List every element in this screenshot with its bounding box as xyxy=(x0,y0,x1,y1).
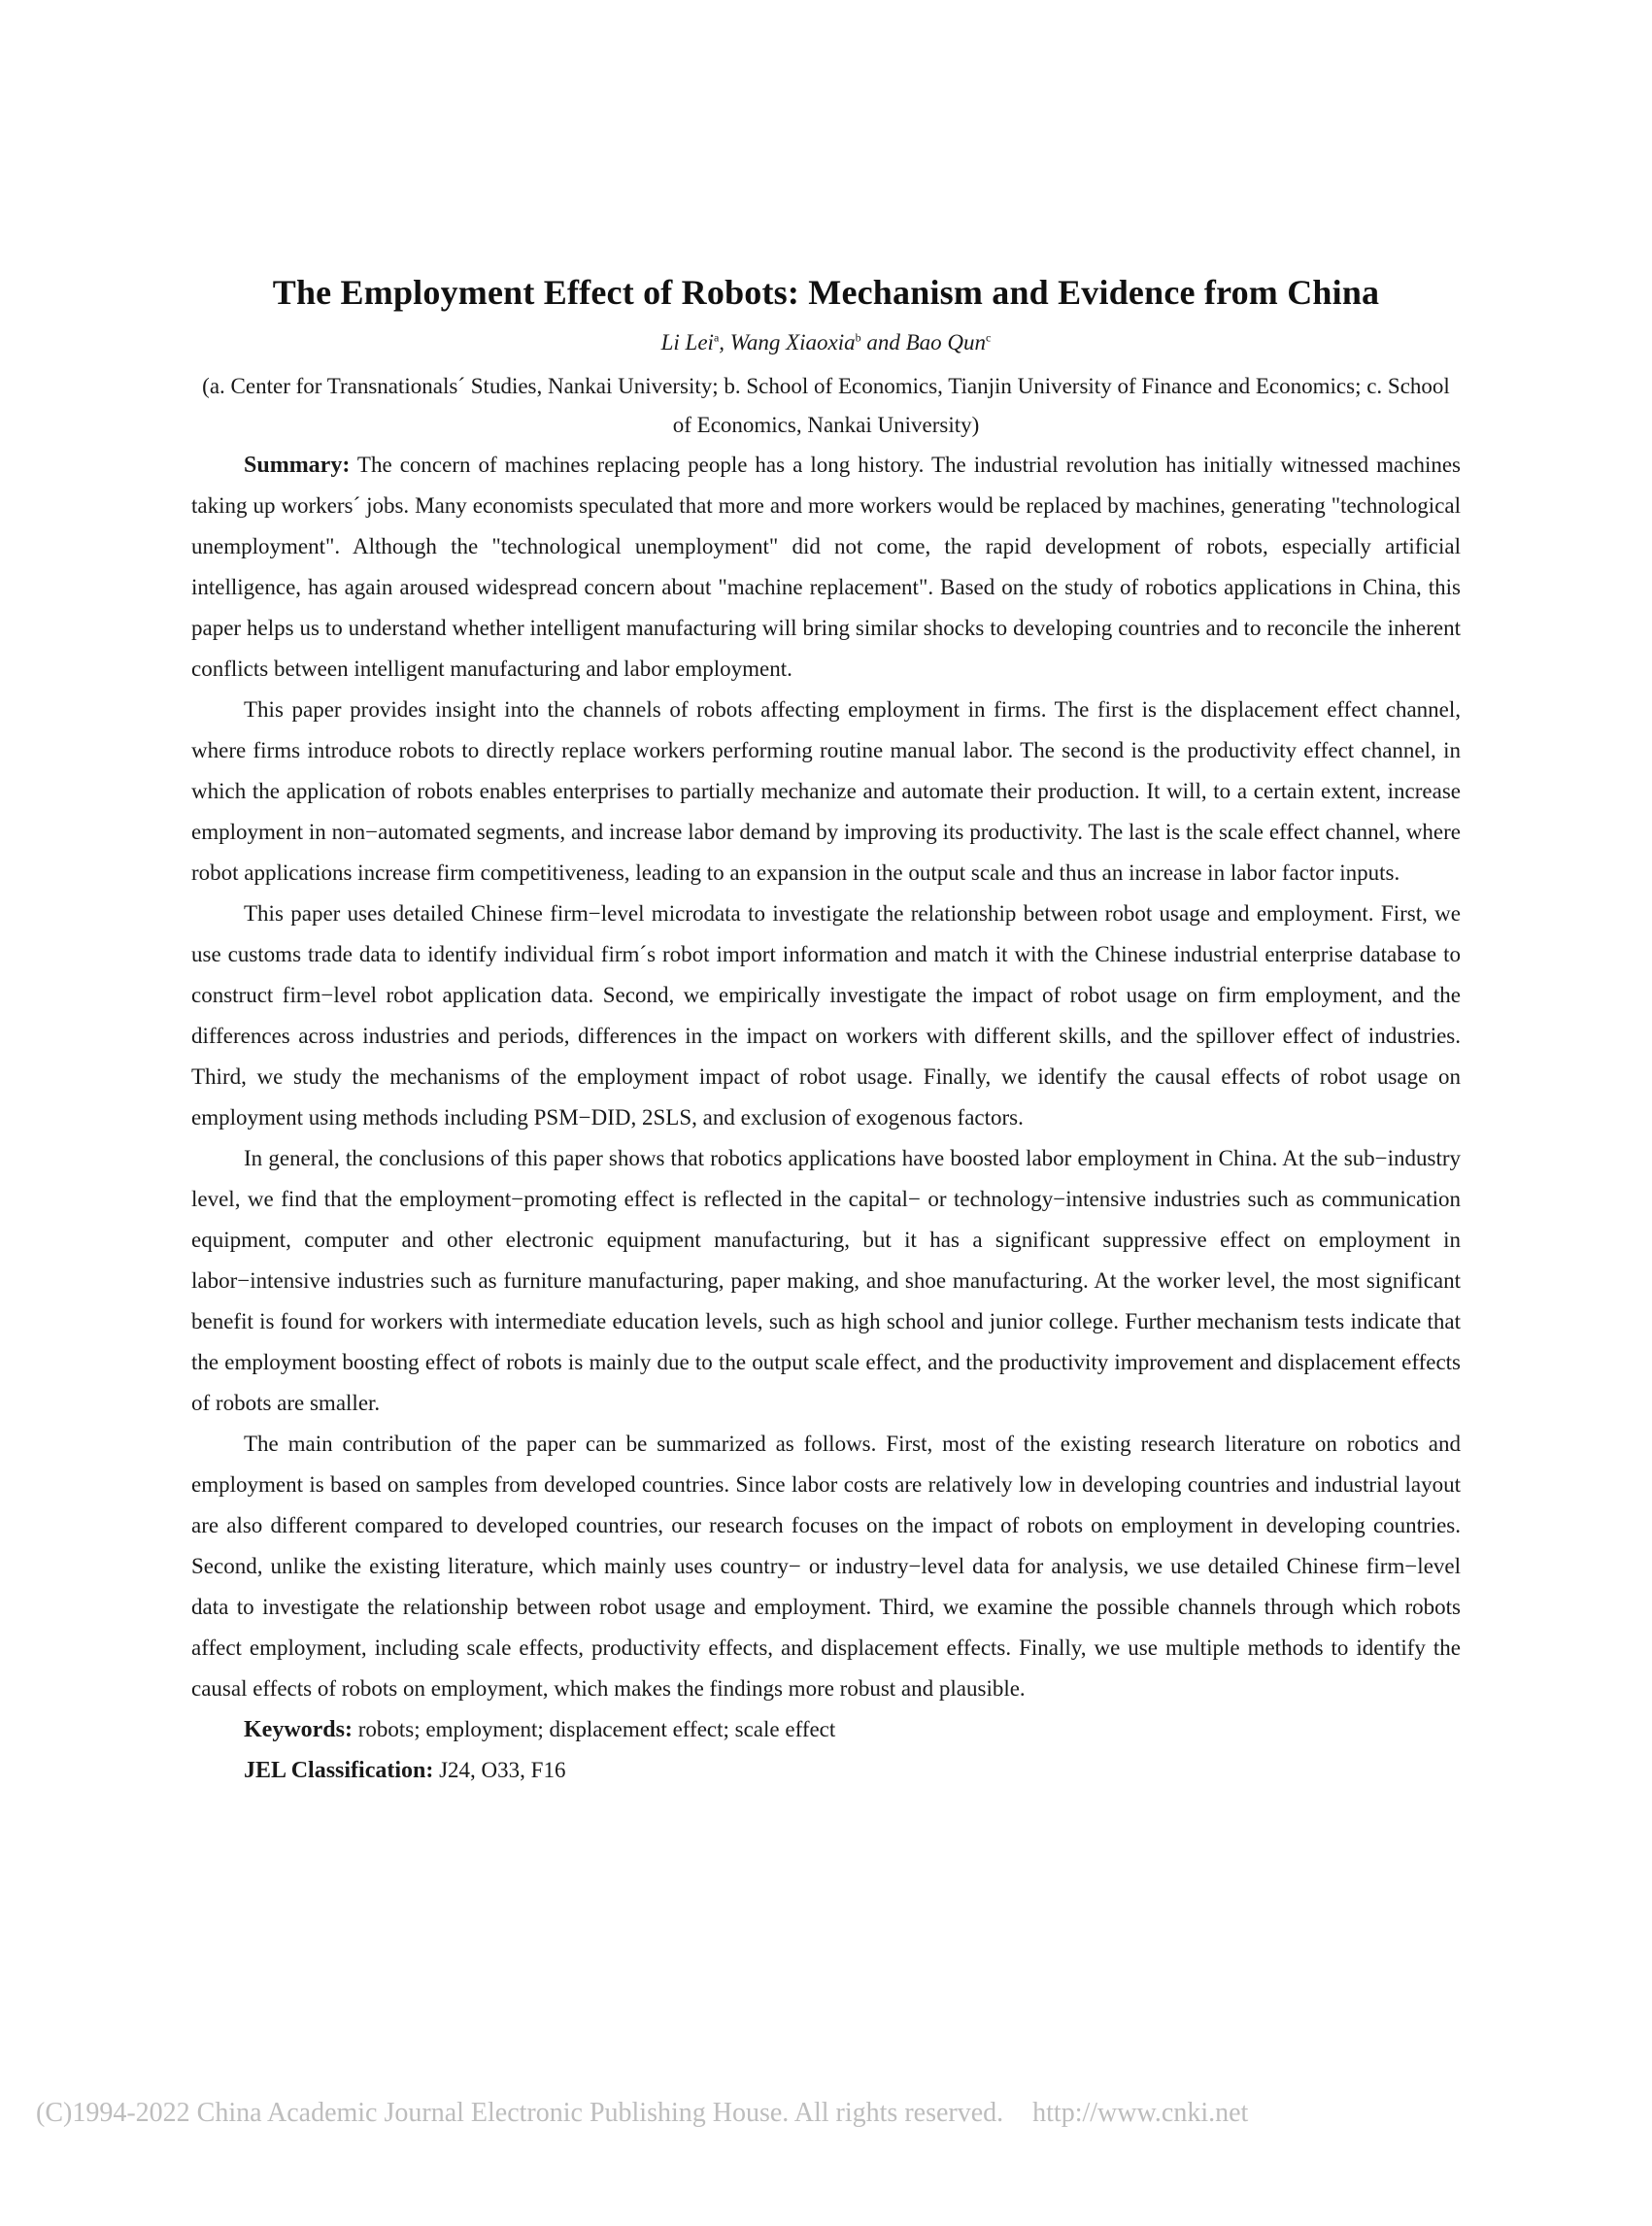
author-line xyxy=(191,330,1461,355)
body-paragraph: This paper uses detailed Chinese firm−level microdata to investigate the relationship between robot usage and employment. First, we use customs trade data to identify individual firm´s robot import information and match it with the Chinese industrial enterprise database to construct firm−level robot application data. Second, we empirically investigate the impact of robot usage on firm employment, and the differences across industries and periods, differences in the impact on workers with different skills, and the spillover effect of industries. Third, we study the mechanisms of the employment impact of robot usage. Finally, we identify the causal effects of robot usage on employment using methods including PSM−DID, 2SLS, and exclusion of exogenous factors. xyxy=(191,901,1461,1130)
author-name: Bao Qun xyxy=(905,330,987,354)
summary-paragraph xyxy=(191,445,1461,690)
body-paragraph: The main contribution of the paper can be summarized as follows. First, most of the existing research literature on robotics and employment is based on samples from developed countries. Since labor costs are relatively low in developing countries and industrial layout are also different compared to developed countries, our research focuses on the impact of robots on employment in developing countries. Second, unlike the existing literature, which mainly uses country− or industry−level data for analysis, we use detailed Chinese firm−level data to investigate the relationship between robot usage and employment. Third, we examine the possible channels through which robots affect employment, including scale effects, productivity effects, and displacement effects. Finally, we use multiple methods to identify the causal effects of robots on employment, which makes the findings more robust and plausible. xyxy=(191,1432,1461,1701)
paper-page xyxy=(191,272,1461,1791)
copyright-footer xyxy=(36,2098,1248,2129)
summary-label: Summary: xyxy=(244,453,351,478)
author-name: Wang Xiaoxia xyxy=(729,330,856,354)
affiliations: (a. Center for Transnationals´ Studies, Nankai University; b. School of Economics, Tianjin University of Finance and Economics; c. School of Economics, Nankai University) xyxy=(202,374,1450,437)
jel-value: J24, O33, F16 xyxy=(433,1758,566,1782)
author-separator: and xyxy=(860,330,906,354)
author-affil-mark: a xyxy=(713,330,720,345)
body-paragraph: In general, the conclusions of this paper shows that robotics applications have boosted labor employment in China. At the sub−industry level, we find that the employment−promoting effect is reflected in the capital− or technology−intensive industries such as communication equipment, computer and other electronic equipment manufacturing, but it has a significant suppressive effect on employment in labor−intensive industries such as furniture manufacturing, paper making, and shoe manufacturing. At the worker level, the most significant benefit is found for workers with intermediate education levels, such as high school and junior college. Further mechanism tests indicate that the employment boosting effect of robots is mainly due to the output scale effect, and the productivity improvement and displacement effects of robots are smaller. xyxy=(191,1146,1461,1415)
author-affil-mark: c xyxy=(986,330,992,345)
summary-text: The concern of machines replacing people has a long history. The industrial revolution has initially witnessed machines taking up workers´ jobs. Many economists speculated that more and more workers would be replaced by machines, generating "technological unemployment". Although the "technological unemployment" did not come, the rapid development of robots, especially artificial intelligence, has again aroused widespread concern about "machine replacement". Based on the study of robotics applications in China, this paper helps us to understand whether intelligent manufacturing will bring similar shocks to developing countries and to reconcile the inherent conflicts between intelligent manufacturing and labor employment. xyxy=(191,453,1461,681)
author-separator: , xyxy=(719,330,730,354)
paper-title: The Employment Effect of Robots: Mechanism and Evidence from China xyxy=(272,273,1380,312)
author-affil-mark: b xyxy=(855,330,861,345)
footer-url: http://www.cnki.net xyxy=(1032,2098,1249,2128)
keywords-label: Keywords: xyxy=(244,1717,353,1742)
jel-label: JEL Classification: xyxy=(244,1758,434,1783)
body-paragraph: This paper provides insight into the channels of robots affecting employment in firms. The first is the displacement effect channel, where firms introduce robots to directly replace workers performing routine manual labor. The second is the productivity effect channel, in which the application of robots enables enterprises to partially mechanize and automate their production. It will, to a certain extent, increase employment in non−automated segments, and increase labor demand by improving its productivity. The last is the scale effect channel, where robot applications increase firm competitiveness, leading to an expansion in the output scale and thus an increase in labor factor inputs. xyxy=(191,697,1461,885)
copyright-text: (C)1994-2022 China Academic Journal Electronic Publishing House. All rights reserved. xyxy=(36,2098,1004,2128)
keywords-line xyxy=(191,1709,1461,1750)
jel-line xyxy=(191,1750,1461,1791)
keywords-value: robots; employment; displacement effect; scale effect xyxy=(352,1717,836,1741)
author-name: Li Lei xyxy=(660,330,714,354)
